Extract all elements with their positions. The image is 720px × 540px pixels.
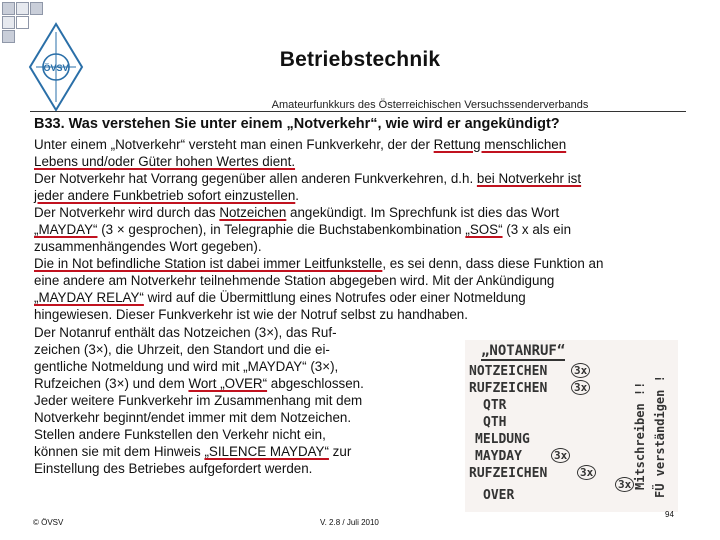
footer-version: V. 2.8 / Juli 2010: [320, 518, 379, 527]
note-item: MELDUNG: [475, 432, 530, 447]
text-line: Lebens und/oder Güter hohen Wertes dient.: [34, 154, 296, 169]
text-line: hingewiesen. Dieser Funkverkehr ist wie der Notruf selbst zu handhaben.: [34, 307, 468, 322]
text-line: Rufzeichen (3×) und dem Wort „OVER“ abgeschlossen.: [34, 376, 364, 391]
notanruf-note-image: [465, 340, 678, 512]
note-item: NOTZEICHEN: [469, 364, 548, 379]
text-line: Jeder weitere Funkverkehr im Zusammenhang mit dem: [34, 393, 363, 408]
text-line: „MAYDAY“ (3 × gesprochen), in Telegraphie die Buchstabenkombination „SOS“ (3 x als ein: [34, 222, 572, 237]
note-count-mark: 3x: [577, 465, 596, 480]
note-side-text: Mitschreiben !!: [633, 381, 647, 490]
text-line: Der Notanruf enthält das Notzeichen (3×), das Ruf-: [34, 325, 337, 340]
text-line: eine andere am Notverkehr teilnehmende Station abgegeben wird. Mit der Ankündigung: [34, 273, 555, 288]
text-line: Einstellung des Betriebes aufgefordert werden.: [34, 461, 313, 476]
text-line: „MAYDAY RELAY“ wird auf die Übermittlung eines Notrufes oder einer Notmeldung: [34, 290, 526, 305]
note-item: QTR: [483, 398, 507, 413]
note-count-mark: 3x: [571, 380, 590, 395]
text-line: jeder andere Funkbetrieb sofort einzustellen.: [34, 188, 300, 203]
text-line: Notverkehr beginnt/endet immer mit dem Notzeichen.: [34, 410, 352, 425]
page-number: 94: [665, 510, 674, 519]
page-title: Betriebstechnik: [279, 48, 441, 71]
text-line: Der Notverkehr hat Vorrang gegenüber allen anderen Funkverkehren, d.h. bei Notverkehr ist: [34, 171, 582, 186]
note-side-text: FÜ verständigen !: [653, 375, 667, 498]
note-count-mark: 3x: [571, 363, 590, 378]
note-count-mark: 3x: [551, 448, 570, 463]
text-line: Die in Not befindliche Station ist dabei immer Leitfunkstelle, es sei denn, dass diese Funktion an: [34, 256, 604, 271]
note-item: RUFZEICHEN: [469, 381, 548, 396]
note-heading: „NOTANRUF“: [481, 343, 566, 359]
text-line: zeichen (3×), die Uhrzeit, den Standort und die ei-: [34, 342, 330, 357]
footer-copyright: © ÖVSV: [33, 518, 64, 527]
page-subtitle: Amateurfunkkurs des Österreichischen Versuchssenderverbands: [271, 99, 589, 111]
note-item: RUFZEICHEN: [469, 466, 548, 481]
note-item: OVER: [483, 488, 515, 503]
text-line: zusammenhängendes Wort gegeben).: [34, 239, 262, 254]
note-item: QTH: [483, 415, 507, 430]
svg-text:ÖVSV: ÖVSV: [43, 63, 69, 73]
text-line: gentliche Notmeldung und wird mit „MAYDAY“ (3×),: [34, 359, 339, 374]
text-line: können sie mit dem Hinweis „SILENCE MAYDAY“ zur: [34, 444, 352, 459]
text-line: Stellen andere Funkstellen den Verkehr nicht ein,: [34, 427, 326, 442]
note-count-mark: 3x: [615, 477, 634, 492]
text-line: Der Notverkehr wird durch das Notzeichen angekündigt. Im Sprechfunk ist dies das Wort: [34, 205, 560, 220]
question-heading: B33. Was verstehen Sie unter einem „Notverkehr“, wie wird er angekündigt?: [34, 116, 560, 132]
text-line: Unter einem „Notverkehr“ versteht man einen Funkverkehr, der der Rettung menschlichen: [34, 137, 567, 152]
header-divider: [30, 111, 686, 112]
note-item: MAYDAY: [475, 449, 522, 464]
